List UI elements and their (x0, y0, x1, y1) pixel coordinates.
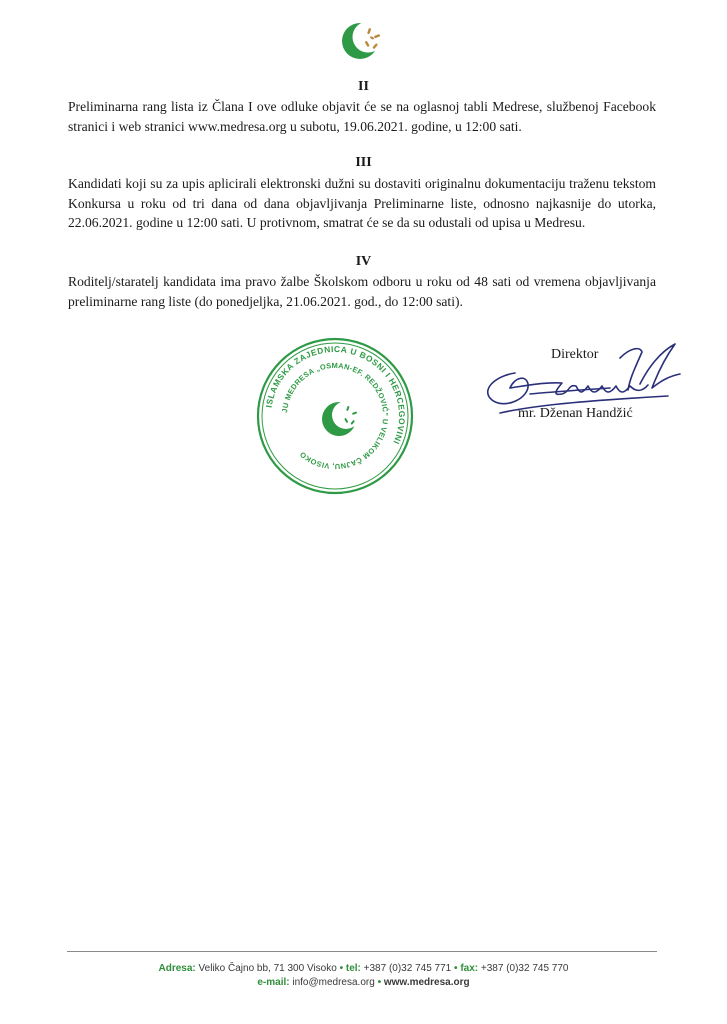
address-value: Veliko Čajno bb, 71 300 Visoko (198, 963, 337, 974)
section-numeral: II (358, 79, 369, 94)
signatory-name: mr. Dženan Handžić (518, 406, 633, 421)
svg-text:ISLAMSKA ZAJEDNICA U BOSNI I H: ISLAMSKA ZAJEDNICA U BOSNI I HERCEGOVINI (263, 343, 408, 447)
signature-title: Direktor (551, 347, 599, 362)
email-link[interactable]: info@medresa.org (292, 977, 375, 988)
footer-divider (67, 951, 657, 952)
tel-label: tel: (345, 963, 361, 974)
footer-contact-line (0, 963, 727, 974)
svg-text:JU MEDRESA „OSMAN-EF. REDŽOVIĆ: JU MEDRESA „OSMAN-EF. REDŽOVIĆ" U VELIKOM ČAJNU, VISOKO (280, 360, 391, 472)
fax-value: +387 (0)32 745 770 (480, 963, 569, 974)
email-label: e-mail: (257, 977, 290, 988)
tel-value: +387 (0)32 745 771 (363, 963, 452, 974)
fax-label: fax: (460, 963, 479, 974)
footer-separator: • (454, 963, 458, 974)
footer-separator: • (339, 963, 344, 974)
address-label: Adresa: (158, 963, 196, 974)
section-paragraph: Kandidati koji su za upis aplicirali elektronski dužni su dostaviti originalnu dokumentaciju traženu tekstom Konkursa u roku od tri dana od dana objavljivanja Preliminarne liste, odnosno najkasnije do utorka, 22.06.2021. godine u 12:00 sati. U protivnom, smatrat će se da su odustali od upisa u Medresu. (68, 176, 656, 230)
section-numeral: IV (355, 254, 372, 269)
website-link[interactable]: www.medresa.org (383, 977, 470, 988)
footer-separator: • (377, 977, 382, 988)
section-numeral: III (355, 155, 372, 170)
section-paragraph: Roditelj/staratelj kandidata ima pravo žalbe Školskom odboru u roku od 48 sati od vremena objavljivanja preliminarne rang liste (do ponedjeljka, 21.06.2021. god., do 12:00 sati). (68, 274, 656, 309)
institution-seal-stamp (255, 336, 415, 496)
section-paragraph: Preliminarna rang lista iz Člana I ove odluke objavit će se na oglasnoj tabli Medrese, službenoj Facebook stranici i web stranici www.medresa.org u subotu, 19.06.2021. godine, u 12:00 sati. (68, 99, 656, 134)
footer-web-line (0, 977, 727, 988)
crescent-stars-logo-icon (338, 14, 390, 66)
